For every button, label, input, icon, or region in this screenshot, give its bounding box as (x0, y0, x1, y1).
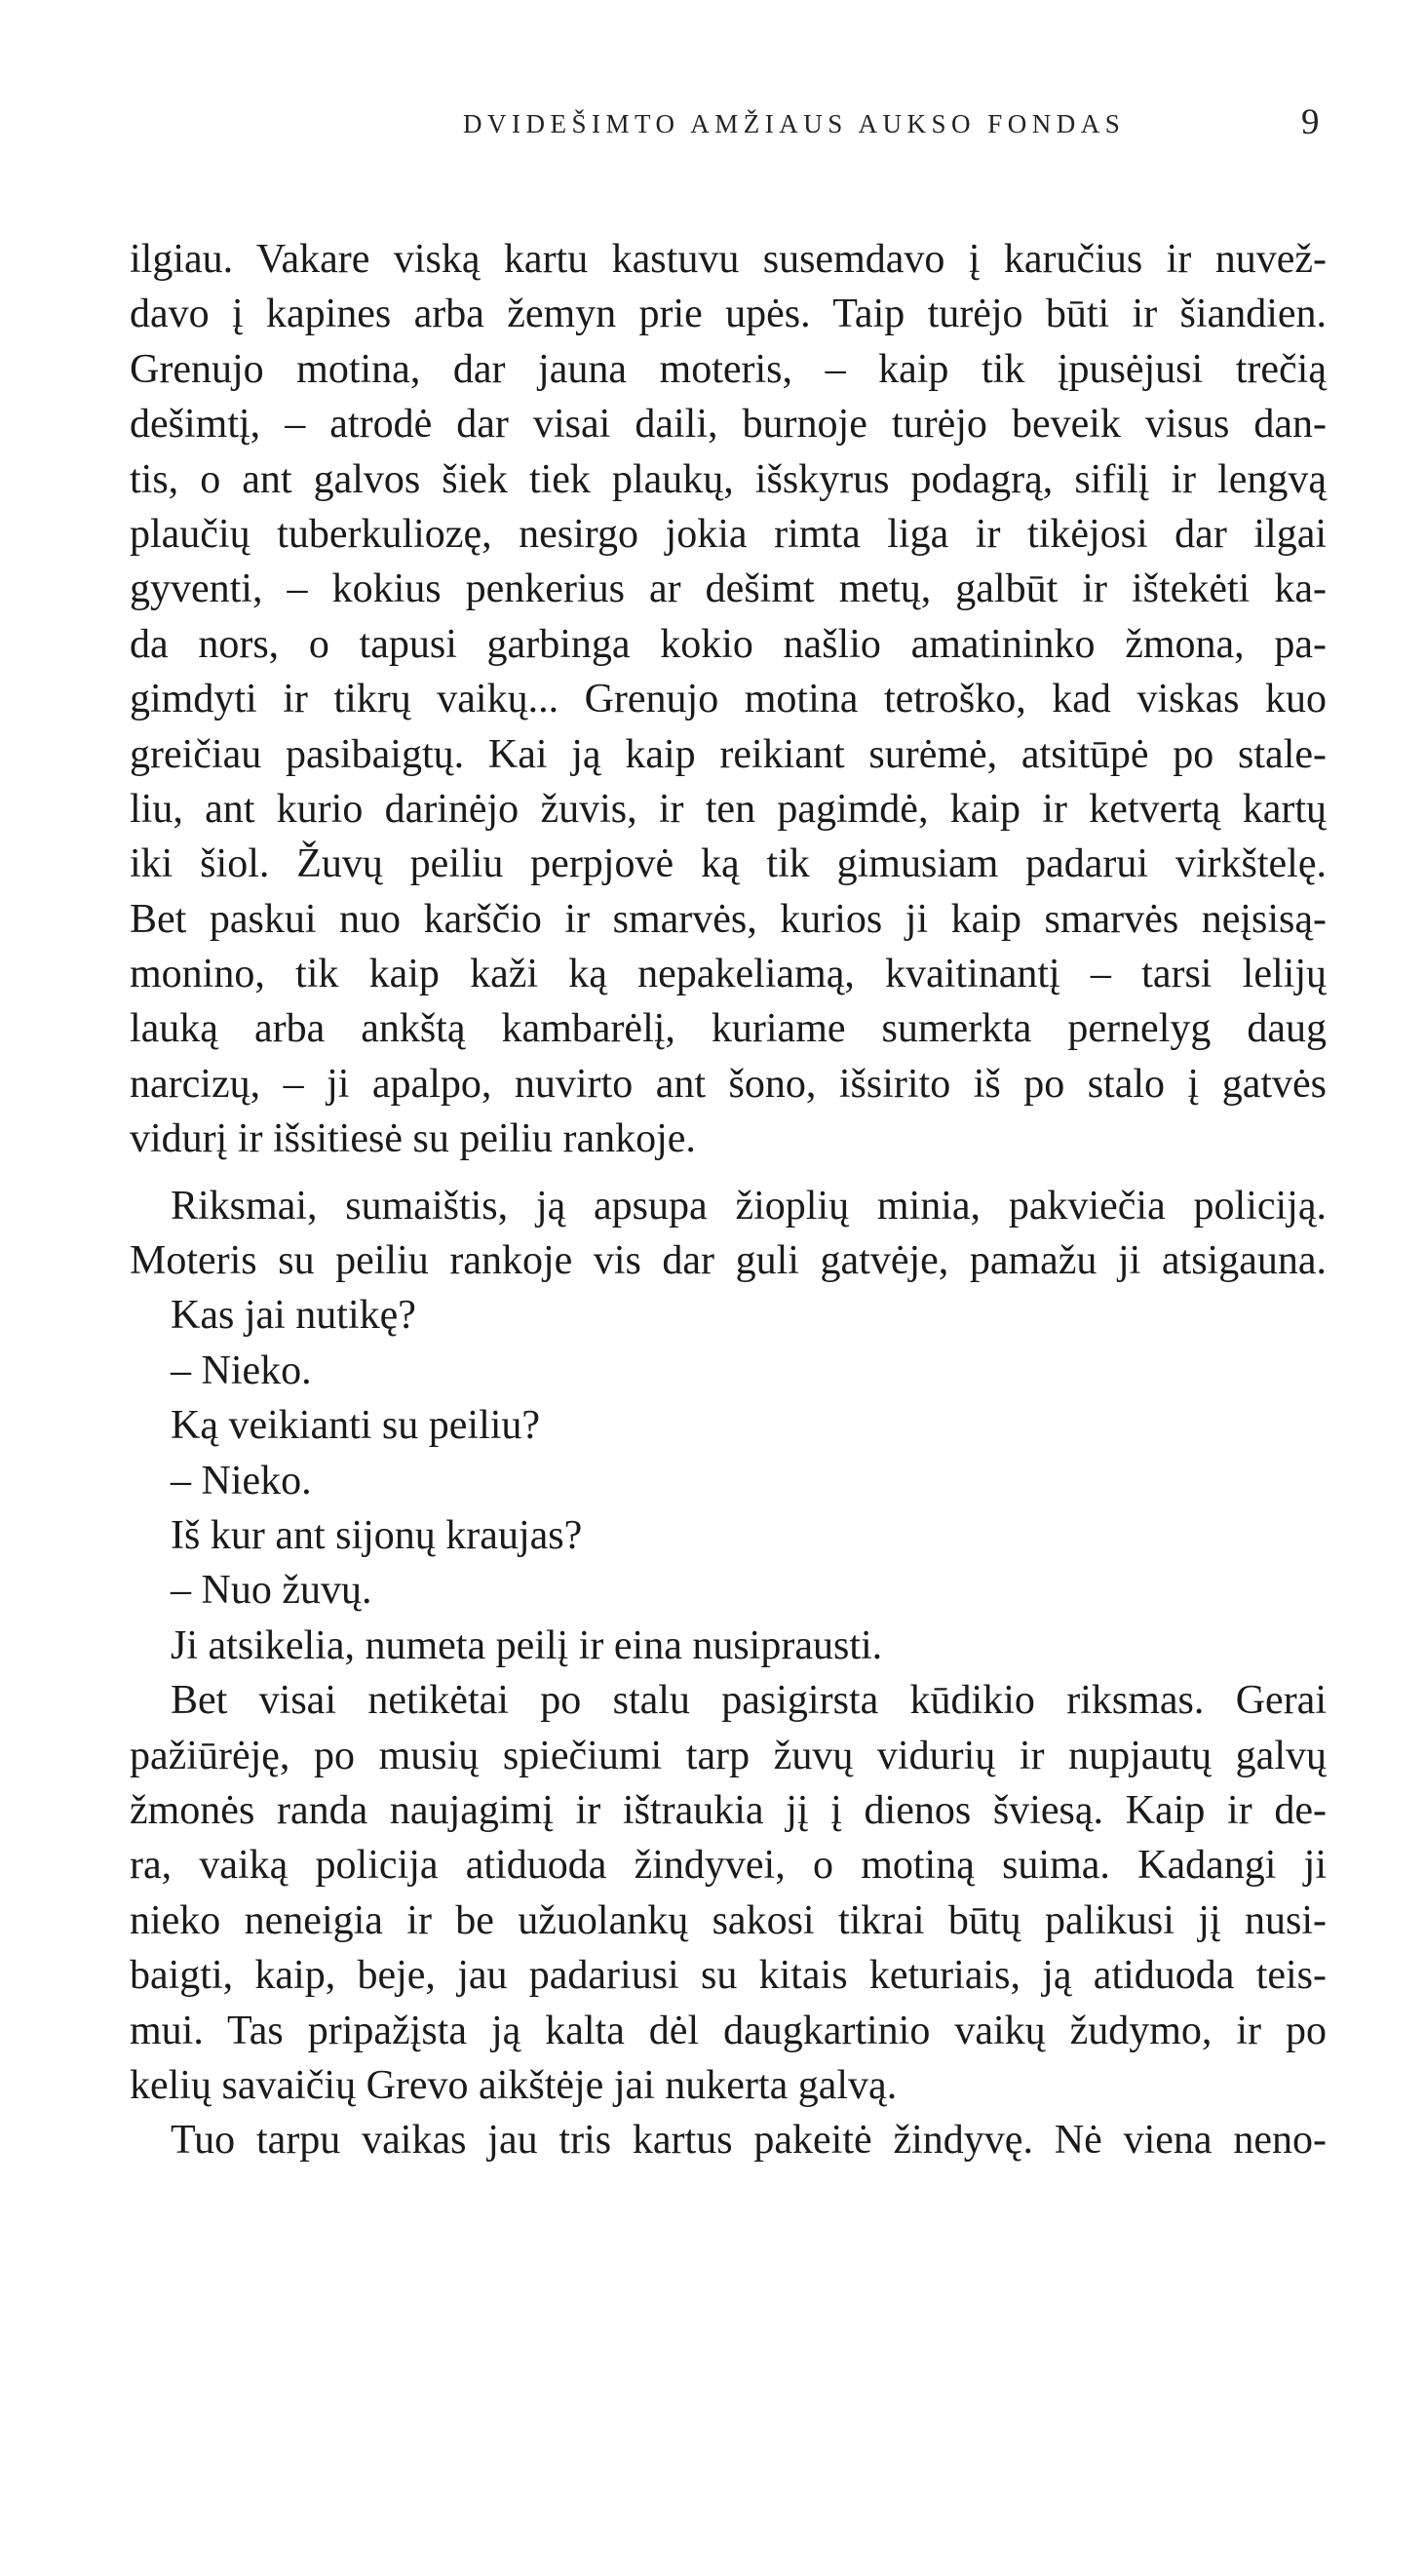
text-line: vidurį ir išsitiesė su peiliu rankoje. (130, 1116, 696, 1162)
dialogue-line: – Nieko. (171, 1458, 312, 1503)
text-line: narcizų, – ji apalpo, nuvirto ant šono, išsirito iš po stalo į gatvės (130, 1061, 1327, 1107)
text-line: Bet visai netikėtai po stalu pasigirsta kūdikio riksmas. Gerai (171, 1678, 1327, 1724)
dialogue-line: Iš kur ant sijonų kraujas? (171, 1512, 583, 1558)
dialogue-line: – Nuo žuvų. (171, 1568, 372, 1614)
running-header-title: DVIDEŠIMTO AMŽIAUS AUKSO FONDAS (463, 109, 1126, 138)
dialogue-line: – Nieko. (171, 1347, 312, 1393)
text-line: Moteris su peiliu rankoje vis dar guli gatvėje, pamažu ji atsigauna. (130, 1238, 1327, 1284)
text-line: ra, vaiką policija atiduoda žindyvei, o motiną suima. Kadangi ji (130, 1843, 1327, 1889)
page-number: 9 (1301, 102, 1320, 142)
text-line: Grenujo motina, dar jauna moteris, – kaip tik įpusėjusi trečią (130, 346, 1327, 392)
text-line: pažiūrėję, po musių spiečiumi tarp žuvų vidurių ir nupjautų galvų (130, 1733, 1327, 1778)
text-line: iki šiol. Žuvų peiliu perpjovė ką tik gimusiam padarui virkštelę. (130, 841, 1327, 887)
text-line: plaučių tuberkuliozę, nesirgo jokia rimta liga ir tikėjosi dar ilgai (130, 511, 1327, 557)
text-line: kelių savaičių Grevo aikštėje jai nukerta galvą. (130, 2062, 898, 2108)
text-line: Bet paskui nuo karščio ir smarvės, kurios ji kaip smarvės neįsisą- (130, 896, 1327, 942)
text-line: dešimtį, – atrodė dar visai daili, burnoje turėjo beveik visus dan- (130, 402, 1327, 448)
text-line: monino, tik kaip kaži ką nepakeliamą, kvaitinantį – tarsi lelijų (130, 952, 1327, 997)
text-line: gyventi, – kokius penkerius ar dešimt metų, galbūt ir ištekėti ka- (130, 566, 1327, 612)
text-line: gimdyti ir tikrų vaikų... Grenujo motina tetroško, kad viskas kuo (130, 677, 1327, 722)
text-line: mui. Tas pripažįsta ją kalta dėl daugkartinio vaikų žudymo, ir po (130, 2008, 1327, 2053)
dialogue-line: Kas jai nutikę? (171, 1293, 416, 1339)
text-line: greičiau pasibaigtų. Kai ją kaip reikiant surėmė, atsitūpė po stale- (130, 731, 1327, 777)
text-line: Tuo tarpu vaikas jau tris kartus pakeitė žindyvę. Nė viena neno- (171, 2118, 1327, 2164)
text-line: Riksmai, sumaištis, ją apsupa žioplių minia, pakviečia policiją. (171, 1183, 1327, 1229)
text-line: žmonės randa naujagimį ir ištraukia jį į dienos šviesą. Kaip ir de- (130, 1787, 1327, 1833)
text-line: tis, o ant galvos šiek tiek plaukų, išskyrus podagrą, sifilį ir lengvą (130, 456, 1327, 502)
text-line: ilgiau. Vakare viską kartu kastuvu susemdavo į karučius ir nuvež- (130, 237, 1327, 282)
text-line: davo į kapines arba žemyn prie upės. Taip turėjo būti ir šiandien. (130, 292, 1327, 337)
dialogue-line: Ką veikianti su peiliu? (171, 1403, 541, 1449)
text-line: liu, ant kurio darinėjo žuvis, ir ten pagimdė, kaip ir ketvertą kartų (130, 786, 1327, 832)
body-text (130, 232, 1327, 2168)
text-line: baigti, kaip, beje, jau padariusi su kitais keturiais, ją atiduoda teis- (130, 1953, 1327, 1999)
text-line: Ji atsikelia, numeta peilį ir eina nusiprausti. (171, 1622, 883, 1668)
text-line: da nors, o tapusi garbinga kokio našlio amatininko žmona, pa- (130, 621, 1327, 667)
text-line: lauką arba ankštą kambarėlį, kuriame sumerkta pernelyg daug (130, 1006, 1327, 1052)
text-line: nieko neneigia ir be užuolankų sakosi tikrai būtų palikusi jį nusi- (130, 1897, 1327, 1943)
